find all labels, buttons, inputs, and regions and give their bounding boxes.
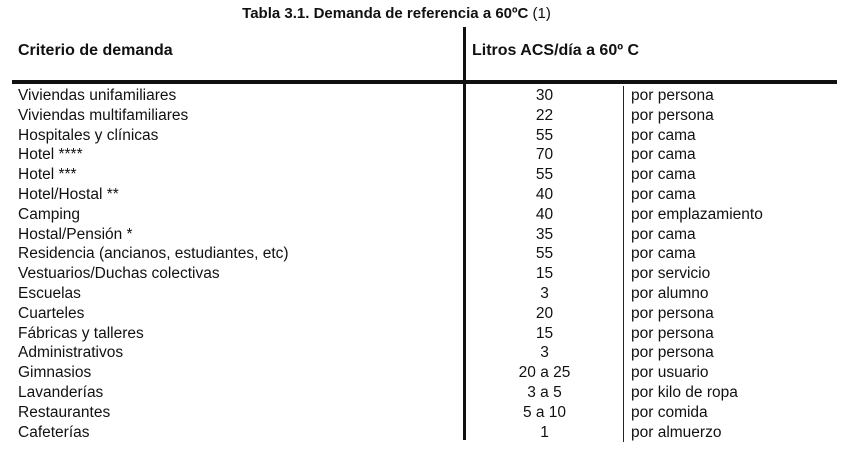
unit-divider [623,264,624,284]
unit-divider [623,363,624,383]
criterio-cell: Hospitales y clínicas [18,126,159,144]
unit-divider [623,343,624,363]
unidad-cell: por kilo de ropa [631,383,738,401]
litros-cell: 3 [540,344,549,362]
unidad-cell: por cama [631,225,696,243]
criterio-cell: Escuelas [18,284,81,302]
unit-divider [623,423,624,443]
table-row [0,106,841,126]
litros-cell: 15 [535,324,554,342]
table-row [0,264,841,284]
litros-cell: 30 [535,87,554,104]
criterio-cell: Hotel/Hostal ** [18,185,119,203]
criterio-cell: Cafeterías [18,423,90,441]
unit-divider [623,106,624,126]
table-row [0,304,841,324]
table-row [0,363,841,383]
criterio-cell: Gimnasios [18,364,92,382]
table-note-ref: (1) [532,5,551,22]
table-row [0,324,841,344]
unidad-cell: por cama [631,185,696,203]
unidad-cell: por cama [631,146,696,164]
unidad-cell: por almuerzo [631,423,722,441]
table-row [0,145,841,165]
criterio-cell: Lavanderías [18,383,104,401]
header-litros: Litros ACS/día a 60º C [472,42,640,59]
unidad-cell: por cama [631,245,696,263]
unit-divider [623,383,624,403]
litros-cell: 55 [535,245,554,263]
unidad-cell: por cama [631,166,696,184]
criterio-cell: Residencia (ancianos, estudiantes, etc) [18,245,289,263]
criterio-cell: Vestuarios/Duchas colectivas [18,265,220,283]
unidad-cell: por comida [631,403,708,421]
table-row [0,165,841,185]
unit-divider [623,126,624,146]
litros-cell: 35 [535,225,554,243]
litros-cell: 22 [535,106,554,124]
table-row [0,284,841,304]
unidad-cell: por emplazamiento [631,205,763,223]
litros-cell: 20 a 25 [518,364,571,382]
data-table [0,86,841,442]
criterio-cell: Camping [18,205,81,223]
litros-cell: 3 a 5 [527,383,562,401]
unidad-cell: por persona [631,324,714,342]
unit-divider [623,403,624,423]
unit-divider [623,185,624,205]
header-rule [12,80,837,84]
unit-divider [623,225,624,245]
unidad-cell: por persona [631,344,714,362]
table-title: Tabla 3.1. Demanda de referencia a 60ºC [242,5,529,22]
unidad-cell: por persona [631,304,714,322]
litros-cell: 3 [540,284,549,302]
unit-divider [623,165,624,185]
unit-divider [623,86,624,106]
litros-cell: 20 [535,304,554,322]
unidad-cell: por servicio [631,265,711,283]
criterio-cell: Hotel *** [18,166,77,184]
litros-cell: 55 [535,126,554,144]
unidad-cell: por persona [631,87,714,104]
table-row [0,126,841,146]
litros-cell: 40 [535,185,554,203]
table-row [0,225,841,245]
criterio-cell: Restaurantes [18,403,111,421]
unit-divider [623,284,624,304]
litros-cell: 55 [535,166,554,184]
criterio-cell: Hostal/Pensión * [18,225,133,243]
table-row [0,205,841,225]
unit-divider [623,304,624,324]
criterio-cell: Cuarteles [18,304,85,322]
table-row [0,383,841,403]
unidad-cell: por alumno [631,284,709,302]
criterio-cell: Viviendas unifamiliares [18,87,177,104]
criterio-cell: Viviendas multifamiliares [18,106,189,124]
table-caption [0,5,793,22]
unit-divider [623,145,624,165]
unidad-cell: por usuario [631,364,709,382]
table-row [0,423,841,443]
unit-divider [623,324,624,344]
unit-divider [623,205,624,225]
criterio-cell: Administrativos [18,344,124,362]
header-criterio: Criterio de demanda [18,42,173,59]
table-row [0,343,841,363]
unidad-cell: por persona [631,106,714,124]
litros-cell: 70 [535,146,554,164]
litros-cell: 1 [540,423,549,441]
criterio-cell: Hotel **** [18,146,83,164]
unidad-cell: por cama [631,126,696,144]
table-row [0,185,841,205]
table-row [0,244,841,264]
litros-cell: 40 [535,205,554,223]
table-row [0,403,841,423]
unit-divider [623,244,624,264]
litros-cell: 15 [535,265,554,283]
litros-cell: 5 a 10 [522,403,567,421]
criterio-cell: Fábricas y talleres [18,324,144,342]
table-row [0,86,841,106]
